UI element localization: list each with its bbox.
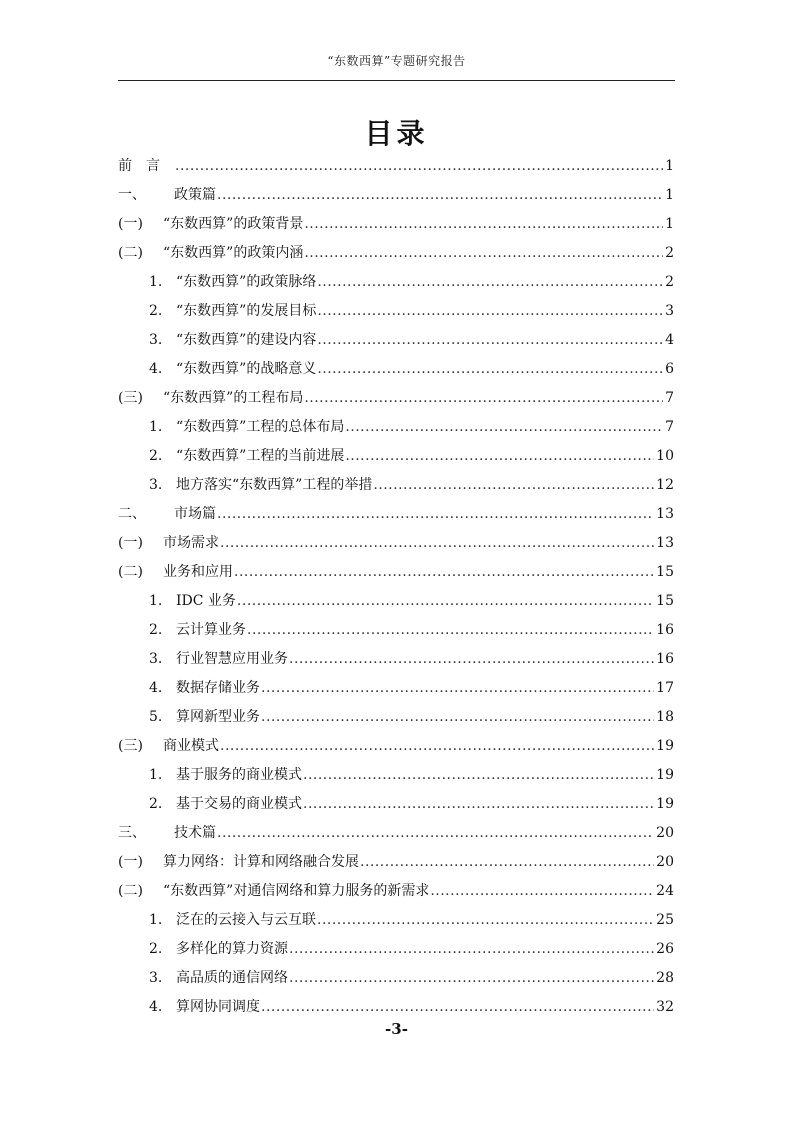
toc-entry[interactable]: [118, 993, 674, 1022]
leader-dots: [261, 674, 654, 703]
entry-number: 1.: [149, 274, 163, 290]
leader-dots: [317, 297, 663, 326]
leader-dots: [175, 152, 663, 181]
toc-title: 目录: [364, 117, 429, 150]
entry-title: 数据存储业务: [176, 680, 260, 696]
entry-page: 6: [665, 361, 674, 377]
entry-title: “东数西算”的战略意义: [176, 361, 317, 377]
leader-dots: [289, 645, 654, 674]
leader-dots: [289, 964, 654, 993]
leader-dots: [345, 413, 663, 442]
entry-page: 16: [656, 622, 674, 638]
leader-dots: [237, 587, 654, 616]
entry-number: 3.: [149, 332, 163, 348]
toc-entry[interactable]: [118, 732, 674, 761]
entry-title: 算网新型业务: [176, 709, 260, 725]
entry-page: 1: [665, 187, 674, 203]
leader-dots: [345, 442, 654, 471]
running-header: “东数西算”专题研究报告: [327, 54, 466, 68]
toc-entry[interactable]: [118, 558, 674, 587]
toc-entry[interactable]: [118, 703, 674, 732]
entry-page: 26: [656, 941, 674, 957]
entry-title: 商业模式: [163, 738, 219, 754]
toc-entry[interactable]: [118, 529, 674, 558]
leader-dots: [317, 326, 663, 355]
leader-dots: [261, 993, 654, 1022]
entry-number: 1.: [149, 912, 163, 928]
leader-dots: [217, 181, 663, 210]
entry-number: 5.: [149, 709, 163, 725]
entry-number: (一): [118, 854, 143, 870]
leader-dots: [317, 355, 663, 384]
entry-number: 一、: [118, 187, 146, 203]
entry-page: 15: [656, 564, 674, 580]
entry-page: 2: [665, 245, 674, 261]
entry-page: 17: [656, 680, 674, 696]
toc-entry[interactable]: [118, 761, 674, 790]
toc-entry[interactable]: [118, 819, 674, 848]
entry-number: 2.: [149, 303, 163, 319]
entry-page: 13: [656, 535, 674, 551]
entry-page: 7: [665, 419, 674, 435]
entry-page: 25: [656, 912, 674, 928]
entry-number: 三、: [118, 825, 146, 841]
entry-number: (三): [118, 390, 143, 406]
entry-title: “东数西算”的建设内容: [176, 332, 317, 348]
entry-number: 3.: [149, 651, 163, 667]
entry-title: 高品质的通信网络: [176, 970, 288, 986]
entry-number: 3.: [149, 477, 163, 493]
toc-entry[interactable]: [118, 616, 674, 645]
header-rule: [118, 80, 675, 81]
entry-page: 1: [665, 216, 674, 232]
toc-entry[interactable]: [118, 906, 674, 935]
entry-title: 基于交易的商业模式: [176, 796, 302, 812]
leader-dots: [303, 761, 654, 790]
entry-number: (一): [118, 216, 143, 232]
leader-dots: [247, 616, 654, 645]
entry-number: 4.: [149, 999, 163, 1015]
entry-title: 泛在的云接入与云互联: [176, 912, 316, 928]
entry-number: 二、: [118, 506, 146, 522]
entry-page: 20: [656, 825, 674, 841]
leader-dots: [304, 239, 663, 268]
entry-title: “东数西算”工程的总体布局: [176, 419, 345, 435]
leader-dots: [220, 732, 654, 761]
entry-title: 业务和应用: [163, 564, 233, 580]
toc-entry[interactable]: [118, 355, 674, 384]
entry-title: “东数西算”的政策背景: [163, 216, 304, 232]
entry-page: 16: [656, 651, 674, 667]
toc-entry[interactable]: [118, 674, 674, 703]
entry-number: (一): [118, 535, 143, 551]
entry-title: 地方落实“东数西算”工程的举措: [176, 477, 373, 493]
leader-dots: [317, 268, 663, 297]
entry-number: 2.: [149, 796, 163, 812]
leader-dots: [430, 877, 654, 906]
toc-entry[interactable]: [118, 239, 674, 268]
leader-dots: [234, 558, 654, 587]
toc-entry[interactable]: [118, 935, 674, 964]
toc-entry[interactable]: [118, 384, 674, 413]
entry-title: 多样化的算力资源: [176, 941, 288, 957]
entry-page: 28: [656, 970, 674, 986]
entry-title: 行业智慧应用业务: [176, 651, 288, 667]
entry-page: 19: [656, 767, 674, 783]
toc-entry[interactable]: [118, 848, 674, 877]
entry-title: 算力网络：计算和网络融合发展: [163, 854, 359, 870]
table-of-contents: [118, 152, 674, 1022]
toc-entry[interactable]: [118, 964, 674, 993]
toc-entry[interactable]: [118, 587, 674, 616]
entry-page: 3: [665, 303, 674, 319]
entry-page: 32: [656, 999, 674, 1015]
entry-page: 15: [656, 593, 674, 609]
entry-title: “东数西算”工程的当前进展: [176, 448, 345, 464]
leader-dots: [304, 210, 663, 239]
entry-title: IDC 业务: [176, 593, 236, 609]
toc-entry[interactable]: [118, 471, 674, 500]
entry-number: 1.: [149, 767, 163, 783]
toc-entry[interactable]: [118, 500, 674, 529]
entry-page: 1: [665, 158, 674, 174]
entry-number: (二): [118, 564, 143, 580]
entry-number: 1.: [149, 593, 163, 609]
entry-title: 算网协同调度: [176, 999, 260, 1015]
entry-number: 前 言: [118, 158, 160, 174]
leader-dots: [303, 790, 654, 819]
entry-title: “东数西算”的政策脉络: [176, 274, 317, 290]
entry-page: 24: [656, 883, 674, 899]
toc-entry[interactable]: [118, 413, 674, 442]
entry-page: 19: [656, 796, 674, 812]
leader-dots: [217, 819, 654, 848]
leader-dots: [261, 703, 654, 732]
entry-number: 3.: [149, 970, 163, 986]
toc-entry[interactable]: [118, 152, 674, 181]
toc-entry[interactable]: [118, 326, 674, 355]
toc-entry[interactable]: [118, 790, 674, 819]
entry-title: 市场篇: [174, 506, 216, 522]
toc-entry[interactable]: [118, 877, 674, 906]
entry-page: 2: [665, 274, 674, 290]
entry-page: 4: [665, 332, 674, 348]
toc-entry[interactable]: [118, 210, 674, 239]
entry-page: 20: [656, 854, 674, 870]
entry-number: 2.: [149, 622, 163, 638]
toc-entry[interactable]: [118, 645, 674, 674]
entry-title: “东数西算”对通信网络和算力服务的新需求: [163, 883, 430, 899]
toc-entry[interactable]: [118, 268, 674, 297]
entry-page: 13: [656, 506, 674, 522]
toc-entry[interactable]: [118, 442, 674, 471]
entry-page: 18: [656, 709, 674, 725]
entry-page: 12: [656, 477, 674, 493]
entry-title: “东数西算”的工程布局: [163, 390, 304, 406]
toc-entry[interactable]: [118, 297, 674, 326]
entry-title: 政策篇: [174, 187, 216, 203]
entry-number: 2.: [149, 448, 163, 464]
leader-dots: [317, 906, 654, 935]
entry-number: (二): [118, 883, 143, 899]
entry-title: 云计算业务: [176, 622, 246, 638]
entry-page: 7: [665, 390, 674, 406]
leader-dots: [373, 471, 654, 500]
leader-dots: [217, 500, 654, 529]
entry-number: 1.: [149, 419, 163, 435]
entry-number: 4.: [149, 680, 163, 696]
leader-dots: [304, 384, 663, 413]
entry-title: 技术篇: [174, 825, 216, 841]
entry-page: 10: [656, 448, 674, 464]
entry-title: “东数西算”的发展目标: [176, 303, 317, 319]
page-number: -3-: [385, 1020, 408, 1038]
entry-number: 4.: [149, 361, 163, 377]
entry-page: 19: [656, 738, 674, 754]
entry-number: (三): [118, 738, 143, 754]
entry-title: 市场需求: [163, 535, 219, 551]
leader-dots: [289, 935, 654, 964]
entry-title: “东数西算”的政策内涵: [163, 245, 304, 261]
entry-title: 基于服务的商业模式: [176, 767, 302, 783]
leader-dots: [220, 529, 654, 558]
entry-number: (二): [118, 245, 143, 261]
leader-dots: [360, 848, 654, 877]
entry-number: 2.: [149, 941, 163, 957]
toc-entry[interactable]: [118, 181, 674, 210]
